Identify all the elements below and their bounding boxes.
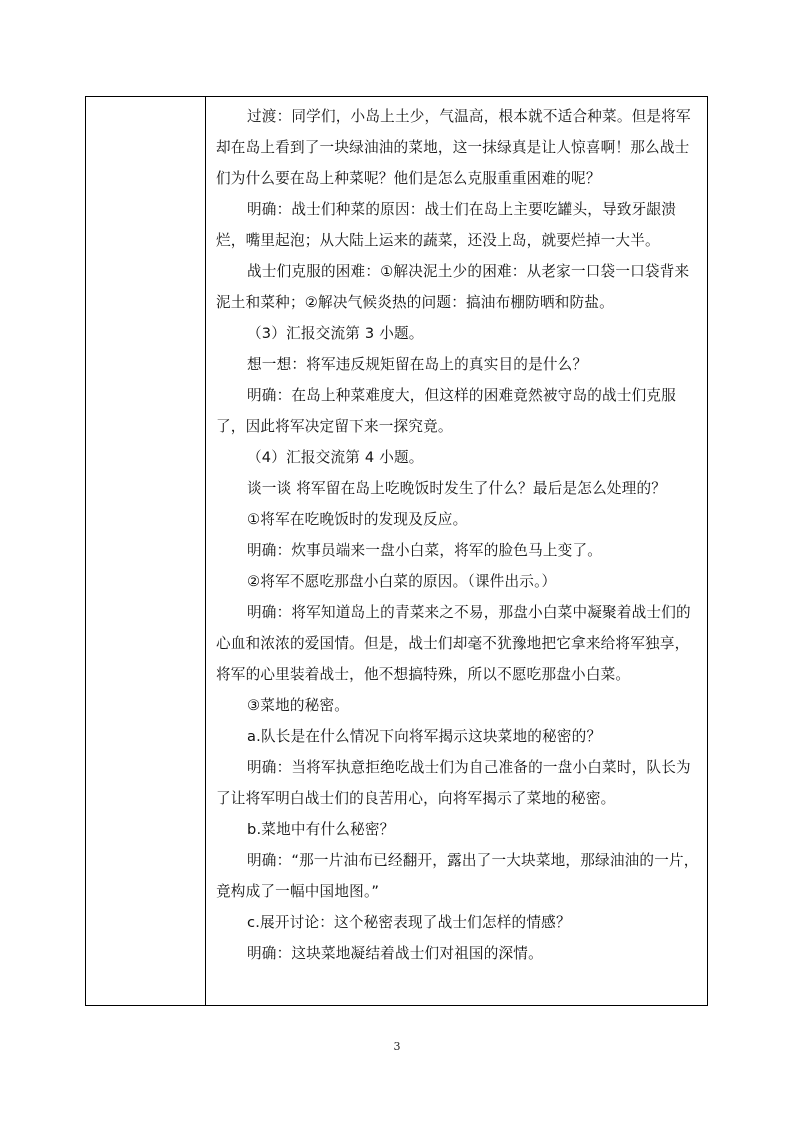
paragraph-think: 想一想：将军违反规矩留在岛上的真实目的是什么？ — [247, 356, 588, 373]
paragraph-discuss: 谈一谈 将军留在岛上吃晚饭时发生了什么？最后是怎么处理的？ — [247, 480, 667, 497]
paragraph-reason: 明确：战士们种菜的原因：战士们在岛上主要吃罐头，导致牙龈溃烂，嘴里起泡；从大陆上运来的蔬菜，还没上岛，就要烂掉一大半。 — [216, 201, 677, 249]
table-column-divider — [205, 96, 206, 1006]
paragraph-answer-b: 明确：“那一片油布已经翻开，露出了一大块菜地，那绿油油的一片，竟构成了一幅中国地图。” — [216, 852, 699, 900]
page-number: 3 — [393, 1040, 401, 1053]
paragraph-answer-c: 明确：这块菜地凝结着战士们对祖国的深情。 — [247, 945, 543, 962]
paragraph-report-3: （3）汇报交流第 3 小题。 — [247, 325, 424, 342]
paragraph-transition: 过渡：同学们，小岛上土少，气温高，根本就不适合种菜。但是将军却在岛上看到了一块绿油油的菜地，这一抹绿真是让人惊喜啊！那么战士们为什么要在岛上种菜呢？他们是怎么克服重重困难的呢？ — [216, 108, 691, 187]
paragraph-question-b: b.菜地中有什么秘密？ — [247, 821, 395, 838]
paragraph-answer-a: 明确：当将军执意拒绝吃战士们为自己准备的一盘小白菜时，队长为了让将军明白战士们的良苦用心，向将军揭示了菜地的秘密。 — [216, 759, 691, 807]
paragraph-report-4: （4）汇报交流第 4 小题。 — [247, 449, 424, 466]
paragraph-answer-1: 明确：炊事员端来一盘小白菜，将军的脸色马上变了。 — [247, 542, 603, 559]
paragraph-point-2: ②将军不愿吃那盘小白菜的原因。（课件出示。） — [247, 573, 557, 590]
paragraph-question-a: a.队长是在什么情况下向将军揭示这块菜地的秘密的？ — [247, 728, 602, 745]
paragraph-point-3: ③菜地的秘密。 — [247, 697, 350, 714]
paragraph-point-1: ①将军在吃晚饭时的发现及反应。 — [247, 511, 468, 528]
paragraph-purpose: 明确：在岛上种菜难度大，但这样的困难竟然被守岛的战士们克服了，因此将军决定留下来一探究竟。 — [216, 387, 677, 435]
paragraph-answer-2: 明确：将军知道岛上的青菜来之不易，那盘小白菜中凝聚着战士们的心血和浓浓的爱国情。但是，战士们却毫不犹豫地把它拿来给将军独享，将军的心里装着战士，他不想搞特殊，所以不愿吃那盘小白菜。 — [216, 604, 691, 683]
paragraph-difficulties: 战士们克服的困难：①解决泥土少的困难：从老家一口袋一口袋背来泥土和菜种；②解决气候炎热的问题：搞油布棚防晒和防盐。 — [216, 263, 690, 311]
lesson-content-cell — [216, 101, 702, 969]
paragraph-question-c: c.展开讨论：这个秘密表现了战士们怎样的情感？ — [247, 914, 571, 931]
